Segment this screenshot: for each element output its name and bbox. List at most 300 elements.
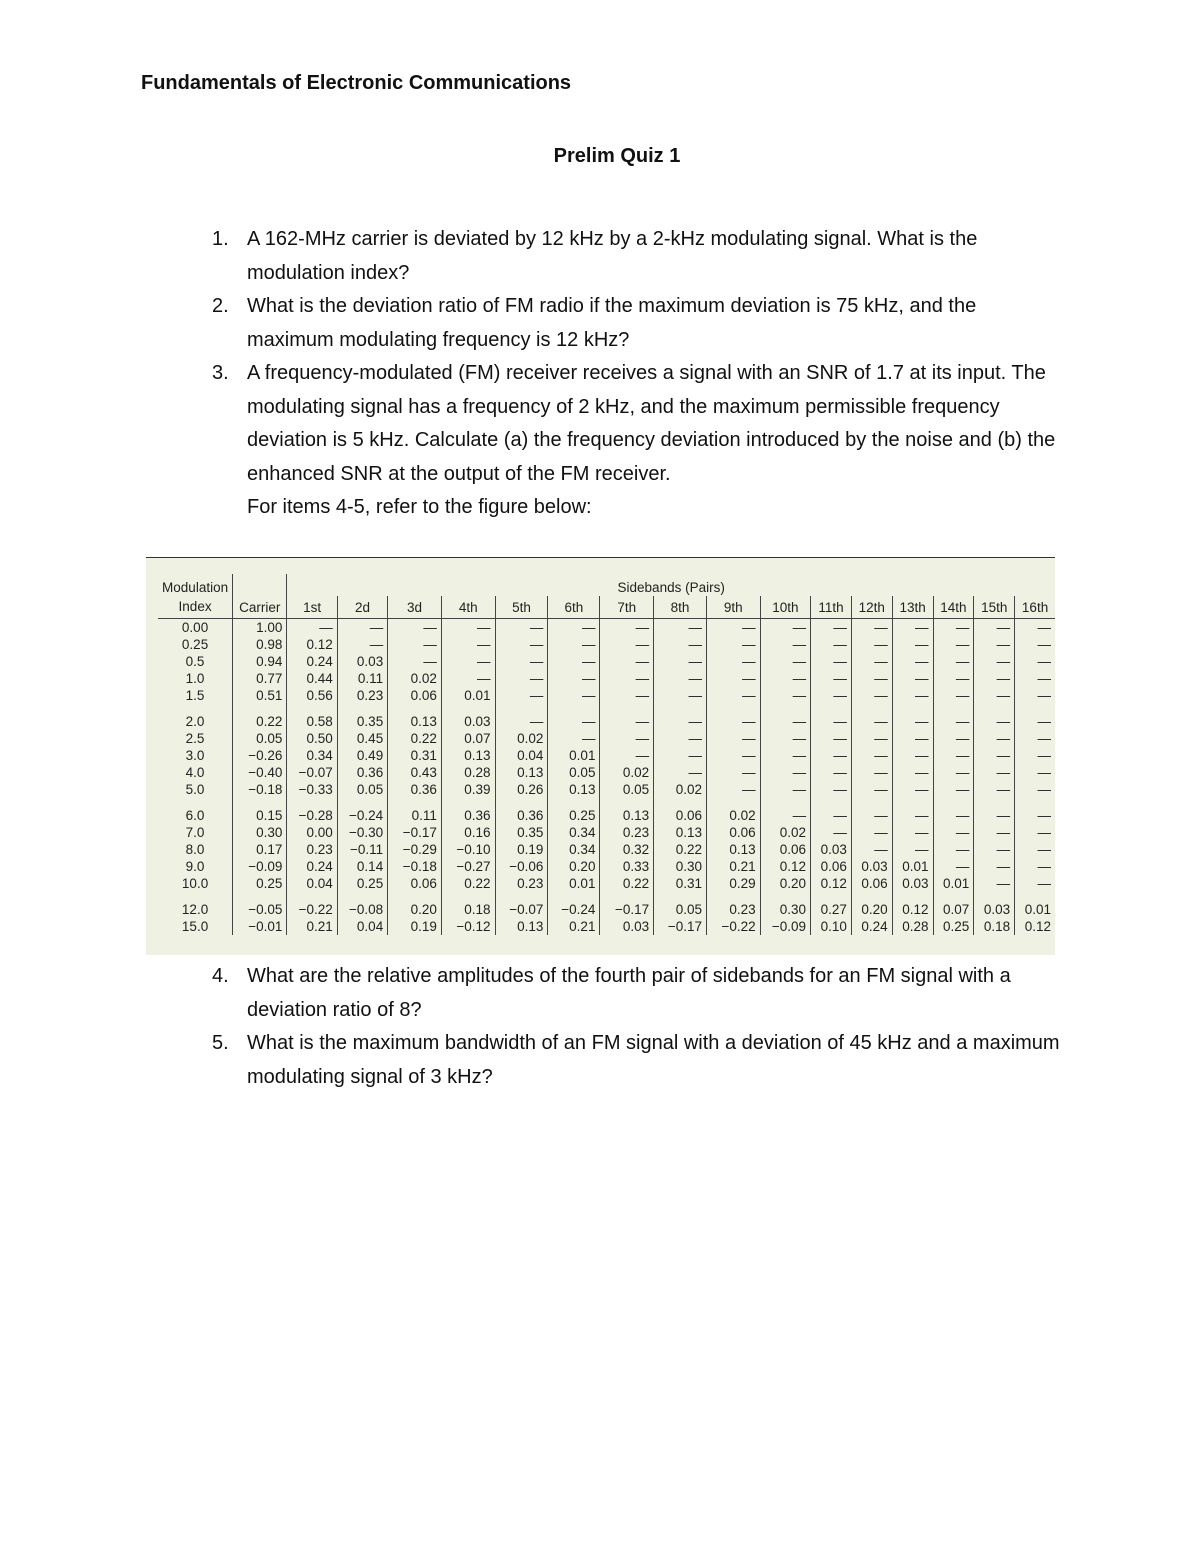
sideband-cell: — [654, 670, 707, 687]
sideband-cell: −0.22 [706, 918, 760, 935]
sideband-cell: — [892, 619, 933, 637]
sideband-cell: 0.07 [933, 892, 974, 918]
modulation-index-cell: 7.0 [185, 825, 205, 840]
sideband-cell: 0.02 [654, 781, 707, 798]
sideband-cell: — [974, 841, 1015, 858]
sideband-cell: — [892, 730, 933, 747]
sideband-cell: — [760, 704, 810, 730]
sideband-cell: −0.30 [337, 824, 387, 841]
sideband-cell: −0.17 [654, 918, 707, 935]
sideband-cell: — [1015, 841, 1055, 858]
sideband-cell: — [654, 619, 707, 637]
sideband-cell: 0.22 [600, 875, 654, 892]
sideband-cell: — [600, 636, 654, 653]
sideband-cell: 0.03 [811, 841, 852, 858]
sideband-cell: 0.24 [287, 653, 337, 670]
sideband-cell: — [337, 619, 387, 637]
sideband-cell: 0.32 [600, 841, 654, 858]
sideband-cell: — [851, 764, 892, 781]
sideband-cell: — [654, 687, 707, 704]
sideband-cell: 0.44 [287, 670, 337, 687]
carrier-cell: −0.01 [233, 918, 287, 935]
sideband-cell: — [974, 875, 1015, 892]
sideband-cell: 0.13 [495, 764, 548, 781]
sideband-cell: — [495, 704, 548, 730]
sideband-cell: — [851, 619, 892, 637]
modulation-index-label-line1: Modulation [162, 580, 229, 595]
sideband-cell: — [933, 619, 974, 637]
sideband-header: 15th [974, 596, 1015, 619]
sideband-cell: 0.25 [337, 875, 387, 892]
question-number: 5. [212, 1032, 229, 1054]
sideband-header: 1st [287, 596, 337, 619]
sideband-cell: — [1015, 619, 1055, 637]
sideband-cell: — [933, 798, 974, 824]
sideband-cell: — [388, 653, 442, 670]
table-row [158, 892, 1055, 918]
sideband-cell: — [548, 670, 600, 687]
quiz-title: Prelim Quiz 1 [553, 145, 681, 167]
sideband-cell: 0.21 [548, 918, 600, 935]
sideband-cell: — [933, 730, 974, 747]
table-row [158, 841, 1055, 858]
carrier-cell: 0.25 [233, 875, 287, 892]
modulation-index-cell: 2.5 [185, 731, 205, 746]
sidebands-header: Sidebands (Pairs) [287, 574, 1055, 596]
sideband-cell: — [337, 636, 387, 653]
carrier-cell: −0.09 [233, 858, 287, 875]
table-body [158, 619, 1055, 936]
sideband-cell: −0.12 [441, 918, 495, 935]
sideband-cell: — [441, 636, 495, 653]
sideband-header: 5th [495, 596, 548, 619]
sideband-cell: — [760, 636, 810, 653]
sideband-cell: — [974, 730, 1015, 747]
table-row [158, 730, 1055, 747]
sideband-cell: — [706, 747, 760, 764]
sideband-cell: — [974, 670, 1015, 687]
sideband-cell: — [933, 824, 974, 841]
sideband-cell: 0.24 [287, 858, 337, 875]
course-title: Fundamentals of Electronic Communications [141, 72, 572, 94]
sideband-cell: 0.03 [337, 653, 387, 670]
sideband-cell: 0.13 [548, 781, 600, 798]
sideband-cell: 0.19 [495, 841, 548, 858]
question-number: 4. [212, 965, 229, 987]
sideband-cell: — [760, 670, 810, 687]
sideband-cell: 0.45 [337, 730, 387, 747]
sideband-cell: — [974, 687, 1015, 704]
table-row [158, 918, 1055, 935]
sideband-cell: −0.06 [495, 858, 548, 875]
sideband-cell: 0.28 [441, 764, 495, 781]
sideband-cell: 0.50 [287, 730, 337, 747]
sideband-header: 2d [337, 596, 387, 619]
sideband-cell: — [1015, 824, 1055, 841]
sideband-cell: — [892, 781, 933, 798]
sideband-cell: −0.09 [760, 918, 810, 935]
sideband-cell: 0.34 [548, 841, 600, 858]
sideband-cell: — [548, 687, 600, 704]
sideband-cell: — [933, 841, 974, 858]
sideband-cell: — [760, 687, 810, 704]
question-text: What is the deviation ratio of FM radio if the maximum deviation is 75 kHz, and the maximum modulating frequency is 12 kHz? [247, 295, 977, 351]
sideband-cell: — [760, 619, 810, 637]
sideband-cell: — [706, 781, 760, 798]
modulation-index-label-line2: Index [178, 599, 212, 614]
sideband-cell: 0.14 [337, 858, 387, 875]
sideband-cell: 0.35 [495, 824, 548, 841]
sideband-cell: 0.56 [287, 687, 337, 704]
carrier-cell: −0.40 [233, 764, 287, 781]
sideband-cell: −0.29 [388, 841, 442, 858]
question-text: A 162-MHz carrier is deviated by 12 kHz by a 2-kHz modulating signal. What is the modulation index? [247, 228, 978, 284]
carrier-cell: −0.26 [233, 747, 287, 764]
question-text: A frequency-modulated (FM) receiver receives a signal with an SNR of 1.7 at its input. The modulating signal has a frequency of 2 kHz, and the maximum permissible frequency deviation is 5 kHz. Calculate (a) the frequency deviation introduced by the noise and (b) the enhanced SNR at the output of the FM receiver. [247, 362, 1056, 485]
sideband-cell: — [388, 619, 442, 637]
sideband-cell: 0.21 [706, 858, 760, 875]
sideband-cell: 0.49 [337, 747, 387, 764]
sideband-cell: — [388, 636, 442, 653]
sideband-cell: — [441, 619, 495, 637]
question-item [212, 960, 1062, 1027]
sideband-cell: 0.28 [892, 918, 933, 935]
sideband-cell: — [706, 730, 760, 747]
question-item [212, 290, 1062, 357]
modulation-index-cell: 3.0 [185, 748, 205, 763]
sideband-cell: 0.04 [337, 918, 387, 935]
carrier-cell: 0.15 [233, 798, 287, 824]
sideband-cell: −0.17 [388, 824, 442, 841]
sideband-cell: 0.13 [706, 841, 760, 858]
sideband-header: 16th [1015, 596, 1055, 619]
sideband-cell: 0.30 [654, 858, 707, 875]
sideband-cell: — [1015, 781, 1055, 798]
sideband-cell: — [851, 704, 892, 730]
sideband-cell: 0.01 [548, 747, 600, 764]
sideband-cell: — [851, 730, 892, 747]
sideband-cell: — [933, 764, 974, 781]
sideband-cell: — [1015, 730, 1055, 747]
sideband-cell: 0.03 [600, 918, 654, 935]
modulation-index-cell: 10.0 [181, 876, 209, 891]
sideband-cell: — [760, 747, 810, 764]
sideband-cell: — [1015, 764, 1055, 781]
sideband-cell: 0.20 [548, 858, 600, 875]
sideband-cell: — [1015, 858, 1055, 875]
sideband-cell: 0.04 [495, 747, 548, 764]
sideband-cell: 0.02 [388, 670, 442, 687]
sideband-cell: — [851, 687, 892, 704]
sideband-cell: — [851, 747, 892, 764]
sideband-cell: — [654, 764, 707, 781]
sideband-cell: — [1015, 798, 1055, 824]
sideband-cell: 0.04 [287, 875, 337, 892]
carrier-cell: 0.77 [233, 670, 287, 687]
sideband-cell: 0.23 [287, 841, 337, 858]
sideband-cell: −0.07 [495, 892, 548, 918]
modulation-index-cell: 9.0 [185, 859, 205, 874]
sideband-cell: 0.00 [287, 824, 337, 841]
sideband-cell: 0.26 [495, 781, 548, 798]
sideband-cell: — [600, 653, 654, 670]
sideband-header: 6th [548, 596, 600, 619]
table-row [158, 670, 1055, 687]
sideband-cell: 0.12 [760, 858, 810, 875]
modulation-index-cell: 1.5 [185, 688, 205, 703]
sideband-cell: 0.18 [974, 918, 1015, 935]
sideband-cell: 0.33 [600, 858, 654, 875]
sideband-cell: −0.11 [337, 841, 387, 858]
modulation-index-cell: 15.0 [181, 919, 209, 934]
sideband-cell: — [811, 781, 852, 798]
question-item [212, 1027, 1062, 1094]
sideband-cell: −0.24 [337, 798, 387, 824]
modulation-index-cell: 1.0 [185, 671, 205, 686]
sideband-cell: 0.01 [892, 858, 933, 875]
sideband-cell: 0.23 [706, 892, 760, 918]
question-list-part-2 [212, 960, 1062, 1094]
sideband-cell: 0.12 [1015, 918, 1055, 935]
sideband-cell: — [892, 747, 933, 764]
sideband-cell: — [933, 781, 974, 798]
sideband-cell: 0.58 [287, 704, 337, 730]
sideband-cell: — [495, 619, 548, 637]
carrier-cell: 0.51 [233, 687, 287, 704]
sideband-cell: — [654, 747, 707, 764]
table-row [158, 653, 1055, 670]
sideband-cell: −0.28 [287, 798, 337, 824]
sideband-cell: 0.20 [851, 892, 892, 918]
carrier-cell: −0.18 [233, 781, 287, 798]
sideband-cell: 0.39 [441, 781, 495, 798]
sideband-cell: — [495, 636, 548, 653]
sideband-cell: 0.06 [388, 687, 442, 704]
sideband-cell: — [811, 653, 852, 670]
sideband-cell: — [495, 687, 548, 704]
sideband-cell: — [851, 636, 892, 653]
sideband-cell: — [495, 653, 548, 670]
sideband-cell: — [933, 670, 974, 687]
carrier-cell: 0.17 [233, 841, 287, 858]
question-number: 3. [212, 362, 229, 384]
sideband-cell: 0.24 [851, 918, 892, 935]
sideband-cell: — [441, 653, 495, 670]
sideband-cell: — [851, 841, 892, 858]
sideband-cell: −0.08 [337, 892, 387, 918]
table-row [158, 704, 1055, 730]
sideband-cell: −0.10 [441, 841, 495, 858]
sideband-cell: 0.05 [654, 892, 707, 918]
sideband-cell: — [654, 730, 707, 747]
sideband-cell: — [600, 747, 654, 764]
modulation-index-cell: 2.0 [185, 714, 205, 729]
sideband-cell: 0.36 [337, 764, 387, 781]
sideband-cell: — [811, 730, 852, 747]
sideband-cell: 0.01 [441, 687, 495, 704]
sideband-cell: 0.05 [600, 781, 654, 798]
sideband-cell: — [933, 747, 974, 764]
sideband-cell: 0.20 [760, 875, 810, 892]
sideband-cell: — [811, 670, 852, 687]
sideband-cell: 0.12 [892, 892, 933, 918]
sideband-cell: — [1015, 687, 1055, 704]
table-row [158, 824, 1055, 841]
sideband-cell: 0.01 [933, 875, 974, 892]
sideband-header: 10th [760, 596, 810, 619]
sideband-cell: — [892, 687, 933, 704]
sideband-cell: — [706, 704, 760, 730]
sideband-cell: 0.35 [337, 704, 387, 730]
sideband-cell: 0.22 [654, 841, 707, 858]
sideband-cell: — [706, 653, 760, 670]
sideband-cell: — [892, 824, 933, 841]
sideband-cell: 0.12 [287, 636, 337, 653]
sideband-cell: — [974, 704, 1015, 730]
sideband-cell: 0.03 [892, 875, 933, 892]
sideband-cell: — [600, 687, 654, 704]
sideband-cell: 0.25 [548, 798, 600, 824]
sideband-cell: — [287, 619, 337, 637]
sideband-cell: 0.11 [337, 670, 387, 687]
sideband-cell: 0.03 [441, 704, 495, 730]
carrier-header: Carrier [233, 596, 287, 619]
carrier-cell: −0.05 [233, 892, 287, 918]
sideband-cell: — [892, 670, 933, 687]
sideband-cell: — [600, 730, 654, 747]
sideband-cell: — [974, 798, 1015, 824]
sideband-cell: 0.01 [548, 875, 600, 892]
table-row [158, 798, 1055, 824]
question-text: What are the relative amplitudes of the fourth pair of sidebands for an FM signal with a deviation ratio of 8? [247, 965, 1011, 1021]
sideband-cell: 0.21 [287, 918, 337, 935]
sideband-cell: 0.36 [495, 798, 548, 824]
sideband-cell: — [892, 764, 933, 781]
carrier-cell: 0.30 [233, 824, 287, 841]
modulation-index-cell: 0.00 [181, 620, 209, 635]
sideband-header: 13th [892, 596, 933, 619]
sideband-cell: — [811, 704, 852, 730]
sideband-cell: — [974, 619, 1015, 637]
question-list-part-1 [212, 223, 1062, 525]
sideband-cell: — [706, 636, 760, 653]
question-text: What is the maximum bandwidth of an FM signal with a deviation of 45 kHz and a maximum modulating signal of 3 kHz? [247, 1032, 1060, 1088]
sideband-cell: −0.24 [548, 892, 600, 918]
carrier-cell: 0.98 [233, 636, 287, 653]
sideband-cell: 0.29 [706, 875, 760, 892]
sideband-cell: 0.36 [441, 798, 495, 824]
sideband-cell: — [1015, 670, 1055, 687]
table-row [158, 636, 1055, 653]
table-row [158, 747, 1055, 764]
carrier-header-spacer [233, 574, 287, 596]
modulation-index-cell: 8.0 [185, 842, 205, 857]
modulation-index-cell: 6.0 [185, 808, 205, 823]
sideband-cell: 0.02 [495, 730, 548, 747]
sideband-cell: 0.03 [974, 892, 1015, 918]
sideband-cell: 0.13 [388, 704, 442, 730]
sideband-cell: — [811, 764, 852, 781]
sideband-cell: 0.05 [548, 764, 600, 781]
carrier-cell: 1.00 [233, 619, 287, 637]
sideband-cell: — [851, 824, 892, 841]
table-row [158, 781, 1055, 798]
sideband-cell: 0.16 [441, 824, 495, 841]
sideband-cell: 0.07 [441, 730, 495, 747]
table-row [158, 875, 1055, 892]
sideband-header: 4th [441, 596, 495, 619]
sideband-cell: — [760, 730, 810, 747]
sideband-cell: −0.17 [600, 892, 654, 918]
sideband-cell: — [548, 730, 600, 747]
sideband-header: 11th [811, 596, 852, 619]
sideband-cell: — [933, 858, 974, 875]
modulation-index-cell: 5.0 [185, 782, 205, 797]
sideband-cell: — [974, 636, 1015, 653]
sideband-cell: 0.06 [706, 824, 760, 841]
carrier-cell: 0.05 [233, 730, 287, 747]
bessel-function-table [158, 574, 1055, 935]
sideband-header: 8th [654, 596, 707, 619]
modulation-index-cell: 4.0 [185, 765, 205, 780]
sideband-cell: 0.12 [811, 875, 852, 892]
sideband-cell: 0.22 [441, 875, 495, 892]
sideband-cell: 0.13 [600, 798, 654, 824]
sideband-cell: 0.13 [441, 747, 495, 764]
sideband-cell: — [892, 798, 933, 824]
sideband-cell: −0.33 [287, 781, 337, 798]
sideband-cell: — [548, 653, 600, 670]
sideband-cell: — [600, 619, 654, 637]
sideband-cell: −0.07 [287, 764, 337, 781]
sideband-cell: — [974, 824, 1015, 841]
sideband-header: 3d [388, 596, 442, 619]
sideband-cell: 0.19 [388, 918, 442, 935]
sideband-cell: — [974, 653, 1015, 670]
sideband-cell: 0.18 [441, 892, 495, 918]
sideband-cell: 0.25 [933, 918, 974, 935]
sideband-cell: 0.34 [287, 747, 337, 764]
sideband-cell: 0.06 [851, 875, 892, 892]
sideband-cell: — [933, 653, 974, 670]
sideband-cell: — [892, 653, 933, 670]
sideband-cell: 0.36 [388, 781, 442, 798]
sideband-cell: 0.31 [388, 747, 442, 764]
sideband-cell: 0.23 [337, 687, 387, 704]
sideband-cell: 0.06 [388, 875, 442, 892]
sideband-cell: — [851, 781, 892, 798]
modulation-index-cell: 12.0 [181, 902, 209, 917]
sideband-cell: 0.30 [760, 892, 810, 918]
sideband-cell: — [654, 704, 707, 730]
sideband-cell: — [892, 636, 933, 653]
column-header-row [158, 596, 1055, 619]
sideband-cell: — [892, 841, 933, 858]
sideband-cell: — [811, 747, 852, 764]
sideband-cell: — [495, 670, 548, 687]
sideband-cell: — [892, 704, 933, 730]
sideband-cell: — [706, 619, 760, 637]
sideband-cell: 0.05 [337, 781, 387, 798]
question-item [212, 357, 1062, 525]
sideband-cell: 0.22 [388, 730, 442, 747]
sideband-cell: — [811, 824, 852, 841]
question-item [212, 223, 1062, 290]
modulation-index-cell: 0.5 [185, 654, 205, 669]
sideband-cell: — [933, 636, 974, 653]
sideband-cell: — [1015, 636, 1055, 653]
sideband-cell: 0.34 [548, 824, 600, 841]
